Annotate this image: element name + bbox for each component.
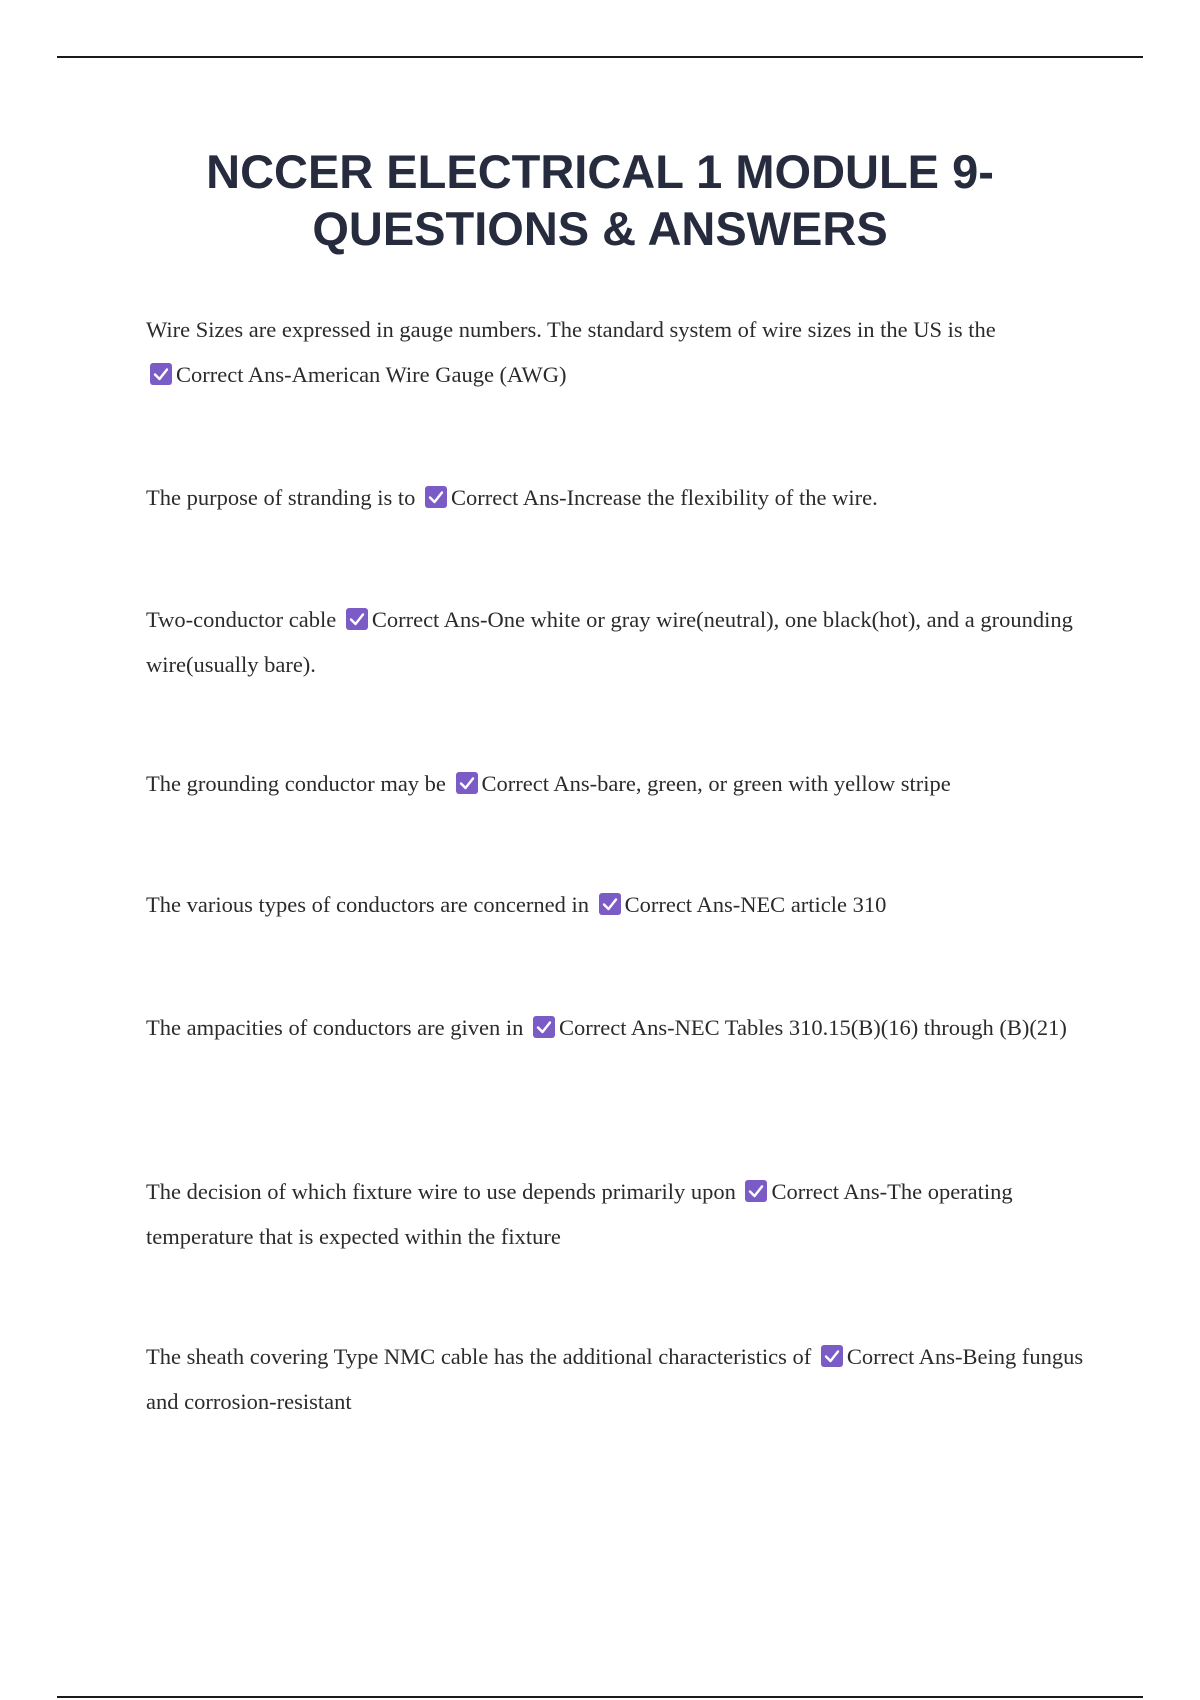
- checkmark-icon: [745, 1180, 767, 1202]
- qa-item-5: [146, 882, 1090, 927]
- checkmark-icon: [456, 772, 478, 794]
- top-rule: [57, 56, 1143, 58]
- qa-item-4: [146, 761, 1090, 806]
- bottom-rule: [57, 1696, 1143, 1698]
- document-title: [100, 143, 1100, 257]
- qa-item-6: [146, 1005, 1090, 1050]
- title-line-1: NCCER ELECTRICAL 1 MODULE 9-: [206, 145, 994, 198]
- qa-item-7: [146, 1169, 1090, 1259]
- question-text: Two-conductor cable: [146, 607, 337, 632]
- answer-text: Correct Ans-The operating temperature that is expected within the fixture: [146, 1179, 1013, 1249]
- qa-item-8: [146, 1334, 1090, 1424]
- checkmark-icon: [150, 363, 172, 385]
- question-text: The decision of which fixture wire to use depends primarily upon: [146, 1179, 736, 1204]
- question-text: The sheath covering Type NMC cable has the additional characteristics of: [146, 1344, 812, 1369]
- checkmark-icon: [346, 608, 368, 630]
- question-text: The purpose of stranding is to: [146, 485, 416, 510]
- answer-text: Correct Ans-American Wire Gauge (AWG): [176, 362, 567, 387]
- question-text: The grounding conductor may be: [146, 771, 446, 796]
- checkmark-icon: [533, 1016, 555, 1038]
- checkmark-icon: [425, 486, 447, 508]
- answer-text: Correct Ans-NEC article 310: [624, 892, 887, 917]
- checkmark-icon: [821, 1345, 843, 1367]
- checkmark-icon: [599, 893, 621, 915]
- qa-item-2: [146, 475, 1090, 520]
- answer-text: Correct Ans-Increase the flexibility of the wire.: [450, 485, 878, 510]
- answer-text: Correct Ans-One white or gray wire(neutral), one black(hot), and a grounding wire(usually bare).: [146, 607, 1073, 677]
- answer-text: Correct Ans-Being fungus and corrosion-resistant: [146, 1344, 1084, 1414]
- answer-text: Correct Ans-bare, green, or green with yellow stripe: [481, 771, 951, 796]
- question-text: Wire Sizes are expressed in gauge numbers. The standard system of wire sizes in the US is the: [146, 317, 996, 342]
- title-line-2: QUESTIONS & ANSWERS: [312, 202, 888, 255]
- question-text: The various types of conductors are concerned in: [146, 892, 589, 917]
- qa-item-1: [146, 307, 1090, 397]
- qa-item-3: [146, 597, 1090, 687]
- question-text: The ampacities of conductors are given in: [146, 1015, 524, 1040]
- answer-text: Correct Ans-NEC Tables 310.15(B)(16) through (B)(21): [558, 1015, 1067, 1040]
